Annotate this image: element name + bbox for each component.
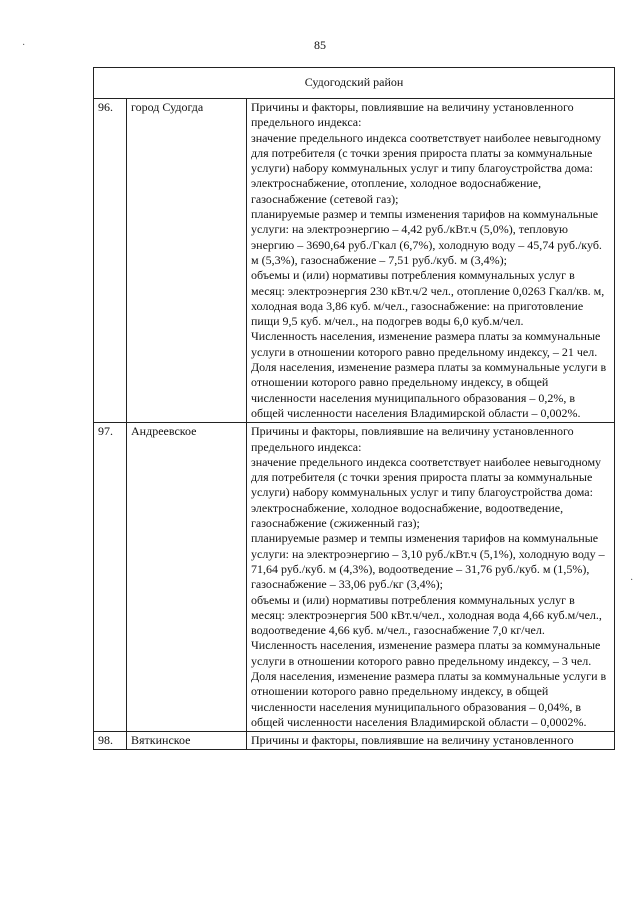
description-paragraph: Доля населения, изменение размера платы за коммунальные услуги в отношении которого равно предельному индексу, в общей численности населения муниципального образования – 0,04%, в общей численности населения Владимирской области – 0,0002%. (251, 668, 607, 729)
municipality-name: Андреевское (127, 423, 247, 732)
row-number: 96. (94, 99, 127, 423)
description-paragraph: планируемые размер и темпы изменения тарифов на коммунальные услуги: на электроэнергию – 3,10 руб./кВт.ч (5,1%), холодную воду – 71,64 руб./куб. м (4,3%), водоотведение – 31,76 руб./куб. м (1,5%), газоснабжение – 33,06 руб./кг (3,4%); (251, 531, 605, 592)
indices-table (93, 67, 615, 750)
description-paragraph: Причины и факторы, повлиявшие на величину установленного предельного индекса: (251, 100, 574, 130)
description-cell (247, 99, 615, 423)
description-paragraph: значение предельного индекса соответствует наиболее невыгодному для потребителя (с точки зрения прироста платы за коммунальные услуги) набору коммунальных услуг и типу благоустройства дома: электроснабжение, холодное водоснабжение, водоотведение, газоснабжение (сжиженный газ); (251, 454, 602, 531)
row-number: 98. (94, 732, 127, 750)
description-paragraph: значение предельного индекса соответствует наиболее невыгодному для потребителя (с точки зрения прироста платы за коммунальные услуги) набору коммунальных услуг и типу благоустройства дома: электроснабжение, отопление, холодное водоснабжение, газоснабжение (сетевой газ); (251, 130, 602, 206)
description-paragraph: Численность населения, изменение размера платы за коммунальные услуги в отношении которого равно предельному индексу, – 3 чел. (251, 638, 601, 668)
municipality-name: Вяткинское (127, 732, 247, 750)
description-cell (247, 423, 615, 732)
description-paragraph: Причины и факторы, повлиявшие на величину установленного предельного индекса: (251, 424, 574, 454)
table-row (94, 99, 615, 423)
table-row (94, 732, 615, 750)
description-paragraph: объемы и (или) нормативы потребления коммунальных услуг в месяц: электроэнергия 500 кВт.ч/чел., холодная вода 4,66 куб.м/чел., водоотведение 4,66 куб. м/чел., газоснабжение 7,0 кг/чел. (251, 592, 602, 638)
scan-speck: · (22, 40, 26, 51)
row-number: 97. (94, 423, 127, 732)
page-number: 85 (314, 38, 326, 52)
description-paragraph: Причины и факторы, повлиявшие на величину установленного (251, 733, 574, 748)
scan-speck: · (630, 575, 634, 586)
municipality-name: город Судогда (127, 99, 247, 423)
region-header-row (94, 68, 615, 99)
description-paragraph: Численность населения, изменение размера платы за коммунальные услуги в отношении которого равно предельному индексу, – 21 чел. (251, 329, 601, 359)
description-cell (247, 732, 615, 750)
description-paragraph: планируемые размер и темпы изменения тарифов на коммунальные услуги: на электроэнергию – 4,42 руб./кВт.ч (5,0%), тепловую энергию – 3690,64 руб./Гкал (6,7%), холодную воду – 45,74 руб./куб. м (5,3%), газоснабжение – 7,51 руб./куб. м (3,4%); (251, 207, 602, 267)
table-row (94, 423, 615, 732)
region-title: Судогодский район (94, 68, 615, 99)
description-paragraph: Доля населения, изменение размера платы за коммунальные услуги в отношении которого равно предельному индексу, в общей численности населения муниципального образования – 0,2%, в общей численности населения Владимирской области – 0,002%. (251, 360, 607, 420)
description-paragraph: объемы и (или) нормативы потребления коммунальных услуг в месяц: электроэнергия 230 кВт.ч/2 чел., отопление 0,0263 Гкал/кв. м, холодная вода 3,86 куб. м/чел., газоснабжение: на приготовление пищи 9,5 куб. м/чел., на подогрев воды 6,0 куб.м/чел. (251, 268, 605, 329)
